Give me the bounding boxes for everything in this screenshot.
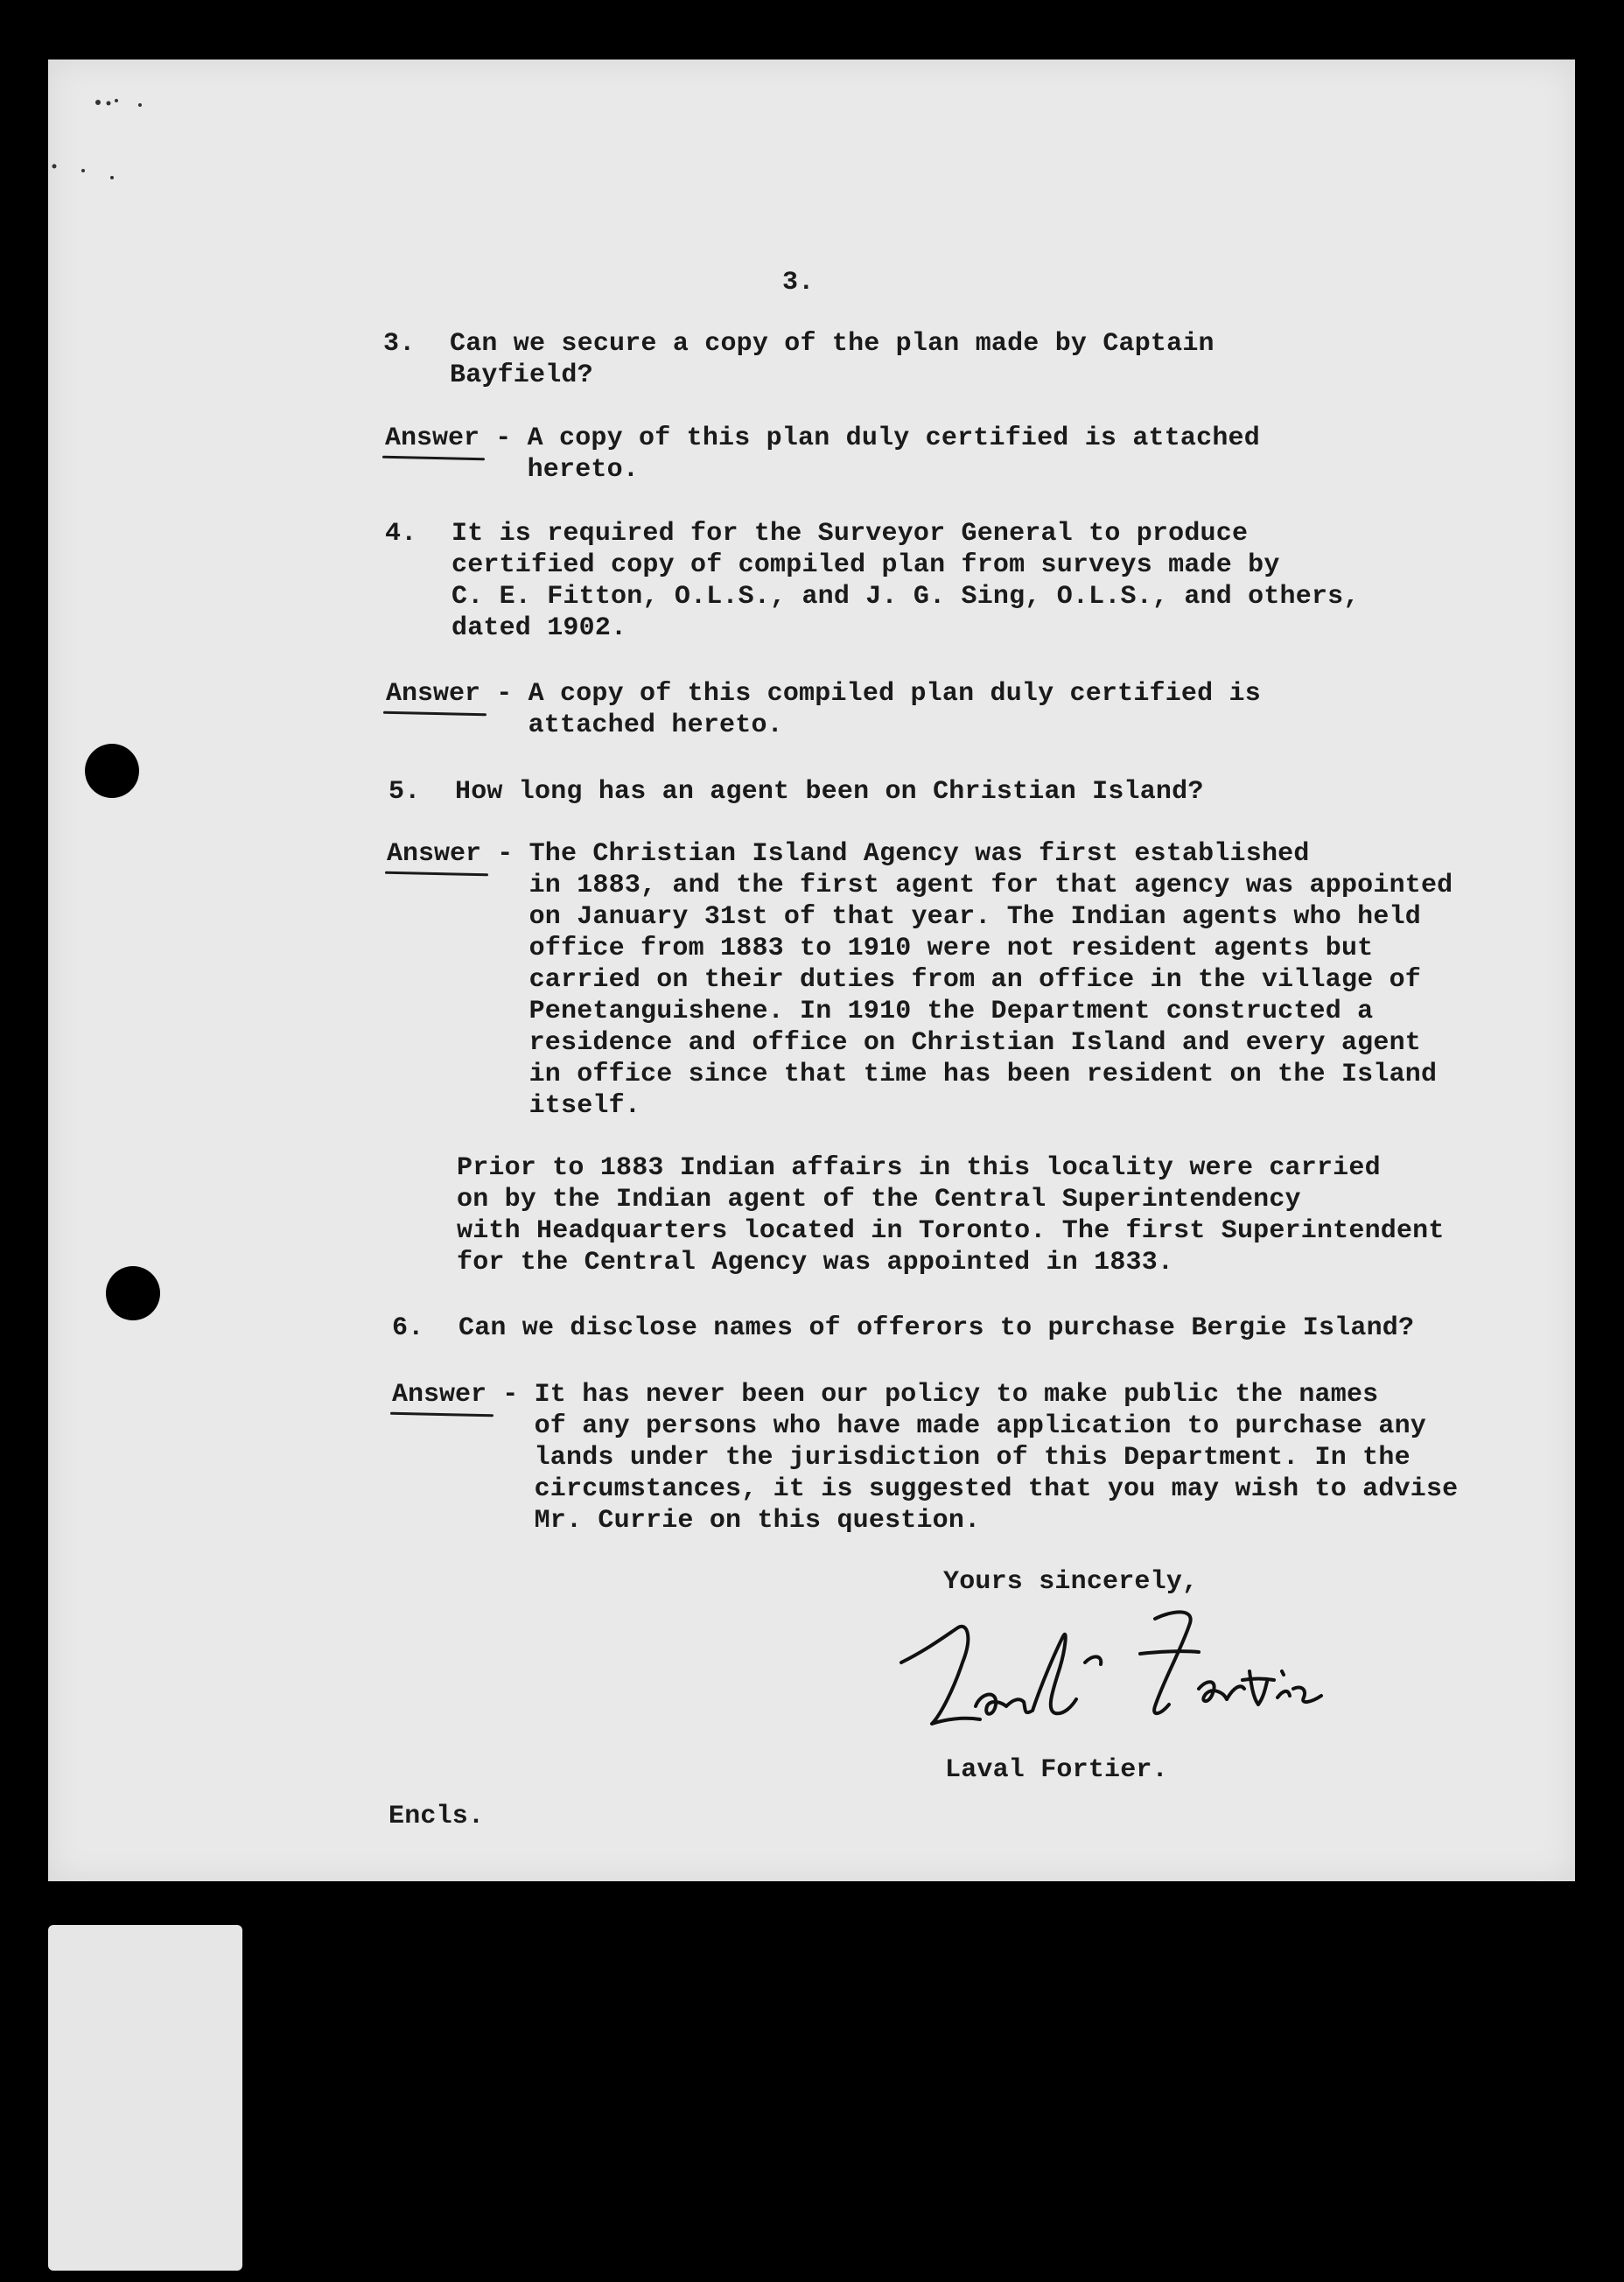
handwritten-signature [892,1601,1348,1750]
signature-name: Laval Fortier. [945,1755,1168,1785]
punch-hole [106,1266,160,1320]
answer-label: Answer [392,1380,487,1410]
punch-hole [85,744,139,798]
item-number: 3. [383,329,416,359]
question-text: Can we disclose names of offerors to purchase Bergie Island? [458,1313,1415,1343]
answer-label: Answer [385,424,480,453]
question-text: Can we secure a copy of the plan made by Captain Bayfield? [450,329,1214,390]
dust-specks [0,0,228,201]
enclosure-note: Encls. [388,1802,485,1831]
answer-label: Answer [386,679,481,709]
answer-text: - The Christian Island Agency was first established in 1883, and the first agent for that agency was appointed on January 31st of that year. The Indian agents who held office from 1883 to 1910 were not resident agents but carried on their duties from an office in the village of Penetanguishene. In 1910 the Department constructed a residence and office on Christian Island and every agent in office since that time has been resident on the Island itself. [497,839,1453,1121]
answer-text: - It has never been our policy to make public the names of any persons who have made application to purchase any lands under the jurisdiction of this Department. In the circumstances, it is suggested that you may wish to advise Mr. Currie on this question. [502,1380,1459,1536]
question-text: How long has an agent been on Christian Island? [455,777,1204,807]
question-text: It is required for the Surveyor General to produce certified copy of compiled plan from surveys made by C. E. Fitton, O.L.S., and J. G. Sing, O.L.S., and others, dated 1902. [452,519,1360,643]
answer-label: Answer [387,839,482,869]
item-number: 4. [385,519,417,549]
answer-text: - A copy of this plan duly certified is attached hereto. [495,424,1260,485]
answer-paragraph: Prior to 1883 Indian affairs in this locality were carried on by the Indian agent of the Central Superintendency with Headquarters located in Toronto. The first Superintendent for the Central Agency was appointed in 1833. [457,1153,1445,1278]
closing-salutation: Yours sincerely, [943,1567,1199,1597]
item-number: 5. [388,777,421,807]
page-number: 3. [782,268,815,298]
answer-text: - A copy of this compiled plan duly certified is attached hereto. [496,679,1261,740]
paper-slip [48,1925,242,2271]
item-number: 6. [392,1313,424,1343]
